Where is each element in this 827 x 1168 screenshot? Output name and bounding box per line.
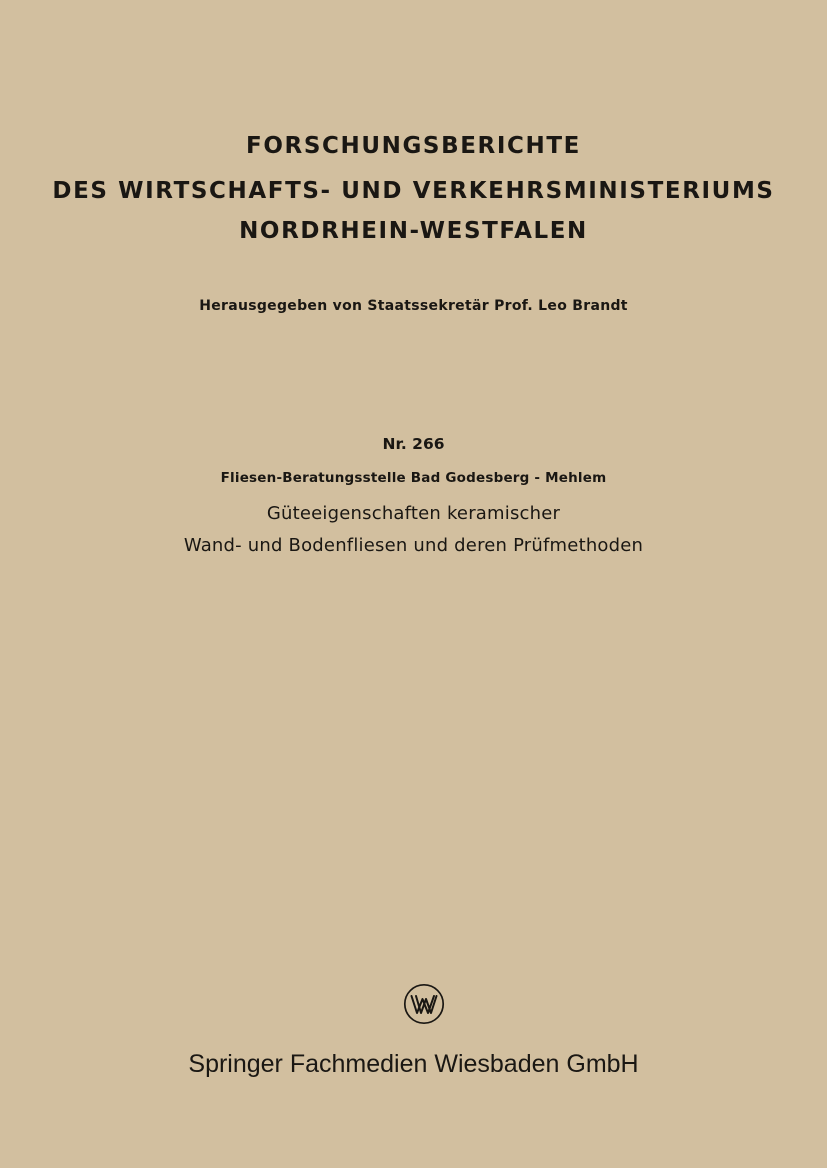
book-title-line-1: Güteeigenschaften keramischer: [266, 503, 561, 524]
series-title-line-1: FORSCHUNGSBERICHTE: [246, 133, 581, 159]
series-title-line-3: NORDRHEIN-WESTFALEN: [239, 218, 588, 244]
publisher-name: Springer Fachmedien Wiesbaden GmbH: [188, 1050, 639, 1078]
series-title-line-2: DES WIRTSCHAFTS- UND VERKEHRSMINISTERIUMS: [52, 178, 775, 204]
editor-credit: Herausgegeben von Staatssekretär Prof. Leo Brandt: [199, 298, 628, 314]
issue-number: Nr. 266: [382, 435, 445, 453]
author: Fliesen-Beratungsstelle Bad Godesberg - Mehlem: [220, 470, 607, 486]
springer-vw-logo-icon: [403, 983, 445, 1025]
book-title-line-2: Wand- und Bodenfliesen und deren Prüfmethoden: [183, 535, 644, 556]
